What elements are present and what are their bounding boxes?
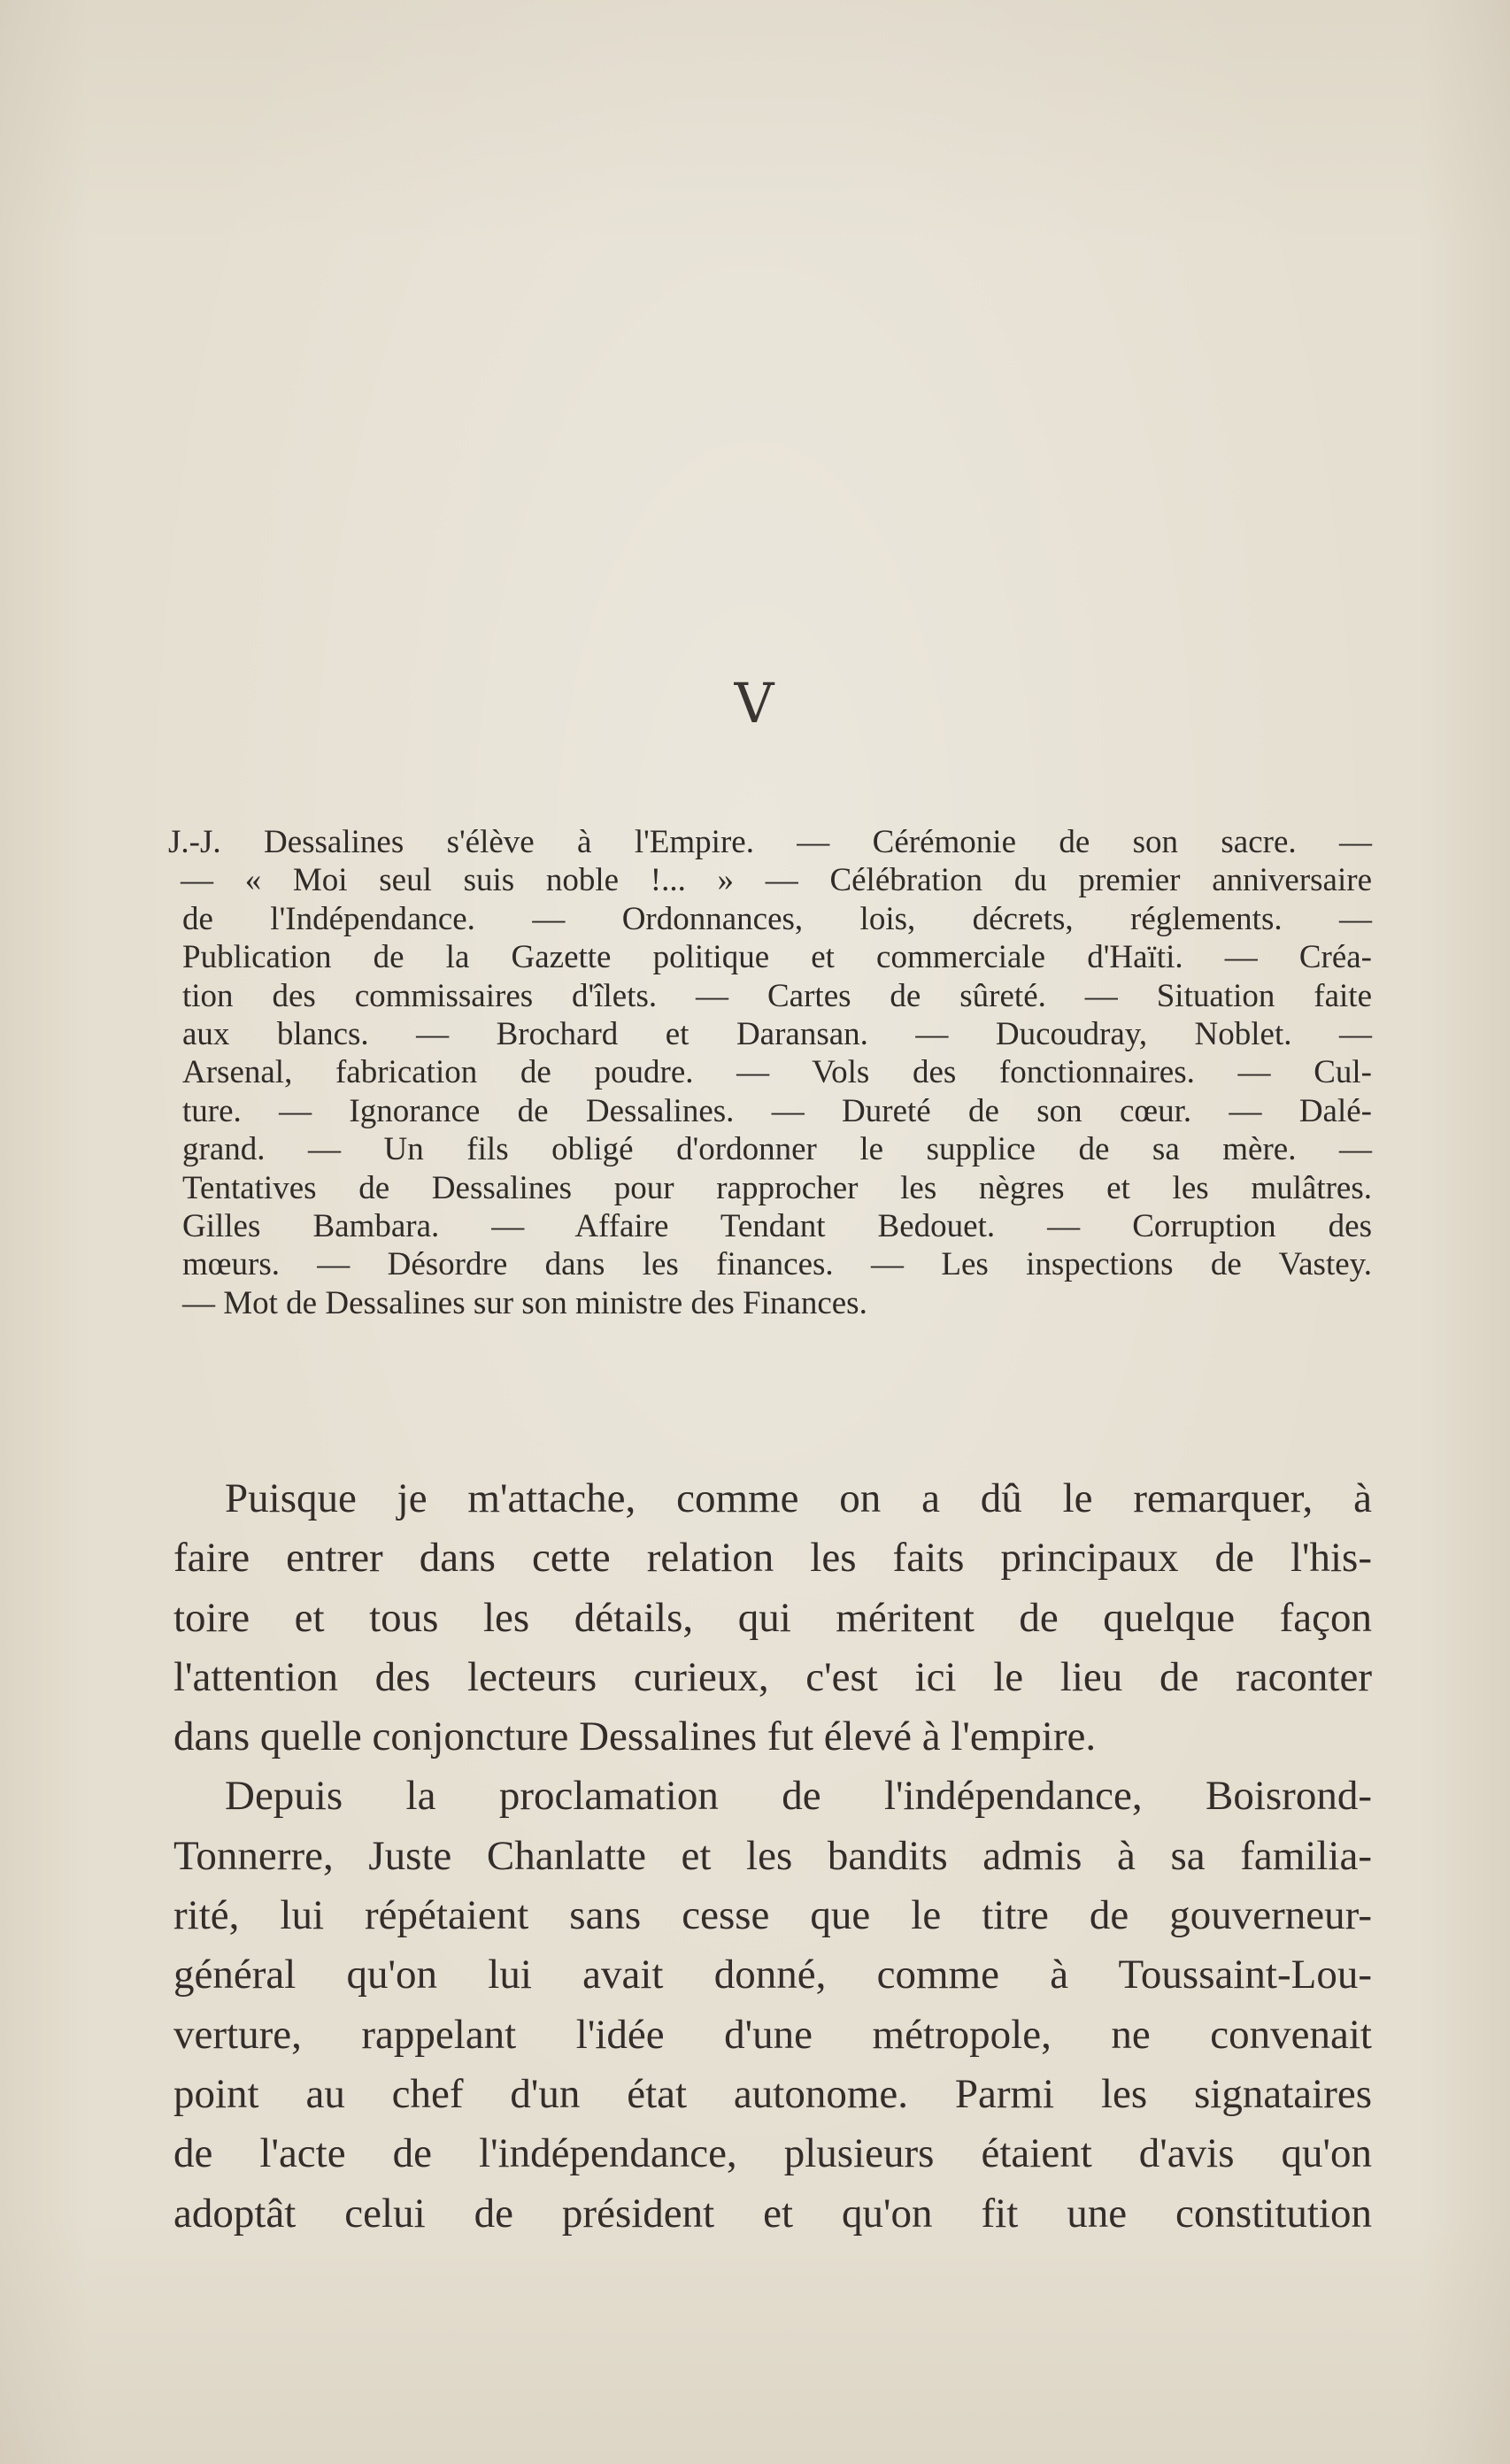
body-line: général qu'on lui avait donné, comme à Toussaint-Lou- <box>173 1952 1372 1998</box>
body-line: faire entrer dans cette relation les faits principaux de l'his- <box>173 1535 1372 1582</box>
body-text <box>173 1469 1372 2244</box>
chapter-number: V <box>734 671 776 735</box>
body-line: rité, lui répétaient sans cesse que le titre de gouverneur- <box>173 1892 1372 1939</box>
body-line: l'attention des lecteurs curieux, c'est ici le lieu de raconter <box>173 1653 1372 1700</box>
body-line: Depuis la proclamation de l'indépendance, Boisrond- <box>225 1773 1372 1820</box>
body-line: Puisque je m'attache, comme on a dû le remarquer, à <box>225 1475 1372 1521</box>
summary-line: ture. — Ignorance de Dessalines. — Dureté de son cœur. — Dalé- <box>182 1092 1372 1129</box>
body-line: de l'acte de l'indépendance, plusieurs étaient d'avis qu'on <box>173 2130 1372 2177</box>
summary-line: Publication de la Gazette politique et commerciale d'Haïti. — Créa- <box>182 939 1372 976</box>
summary-line: — « Moi seul suis noble !... » — Célébration du premier anniversaire <box>181 862 1372 899</box>
body-line: toire et tous les détails, qui méritent de quelque façon <box>173 1594 1372 1641</box>
summary-line: de l'Indépendance. — Ordonnances, lois, décrets, réglements. — <box>182 900 1372 937</box>
summary-line: mœurs. — Désordre dans les finances. — Les inspections de Vastey. <box>182 1246 1372 1283</box>
summary-line: J.-J. Dessalines s'élève à l'Empire. — Cérémonie de son sacre. — <box>168 824 1372 860</box>
body-line: verture, rappelant l'idée d'une métropole, ne convenait <box>173 2011 1372 2058</box>
body-line: adoptât celui de président et qu'on fit une constitution <box>173 2190 1372 2237</box>
summary-line: aux blancs. — Brochard et Daransan. — Ducoudray, Noblet. — <box>182 1015 1372 1052</box>
summary-line: — Mot de Dessalines sur son ministre des Finances. <box>182 1284 867 1321</box>
chapter-summary <box>168 823 1372 1322</box>
body-line: point au chef d'un état autonome. Parmi les signataires <box>173 2070 1372 2117</box>
summary-line: grand. — Un fils obligé d'ordonner le supplice de sa mère. — <box>182 1131 1372 1168</box>
summary-line: Tentatives de Dessalines pour rapprocher les nègres et les mulâtres. <box>182 1169 1372 1206</box>
summary-line: Gilles Bambara. — Affaire Tendant Bedouet. — Corruption des <box>182 1207 1372 1244</box>
body-line: dans quelle conjoncture Dessalines fut élevé à l'empire. <box>173 1713 1097 1760</box>
summary-line: Arsenal, fabrication de poudre. — Vols des fonctionnaires. — Cul- <box>182 1054 1372 1091</box>
body-line: Tonnerre, Juste Chanlatte et les bandits admis à sa familia- <box>173 1832 1372 1879</box>
summary-line: tion des commissaires d'îlets. — Cartes de sûreté. — Situation faite <box>182 977 1372 1014</box>
